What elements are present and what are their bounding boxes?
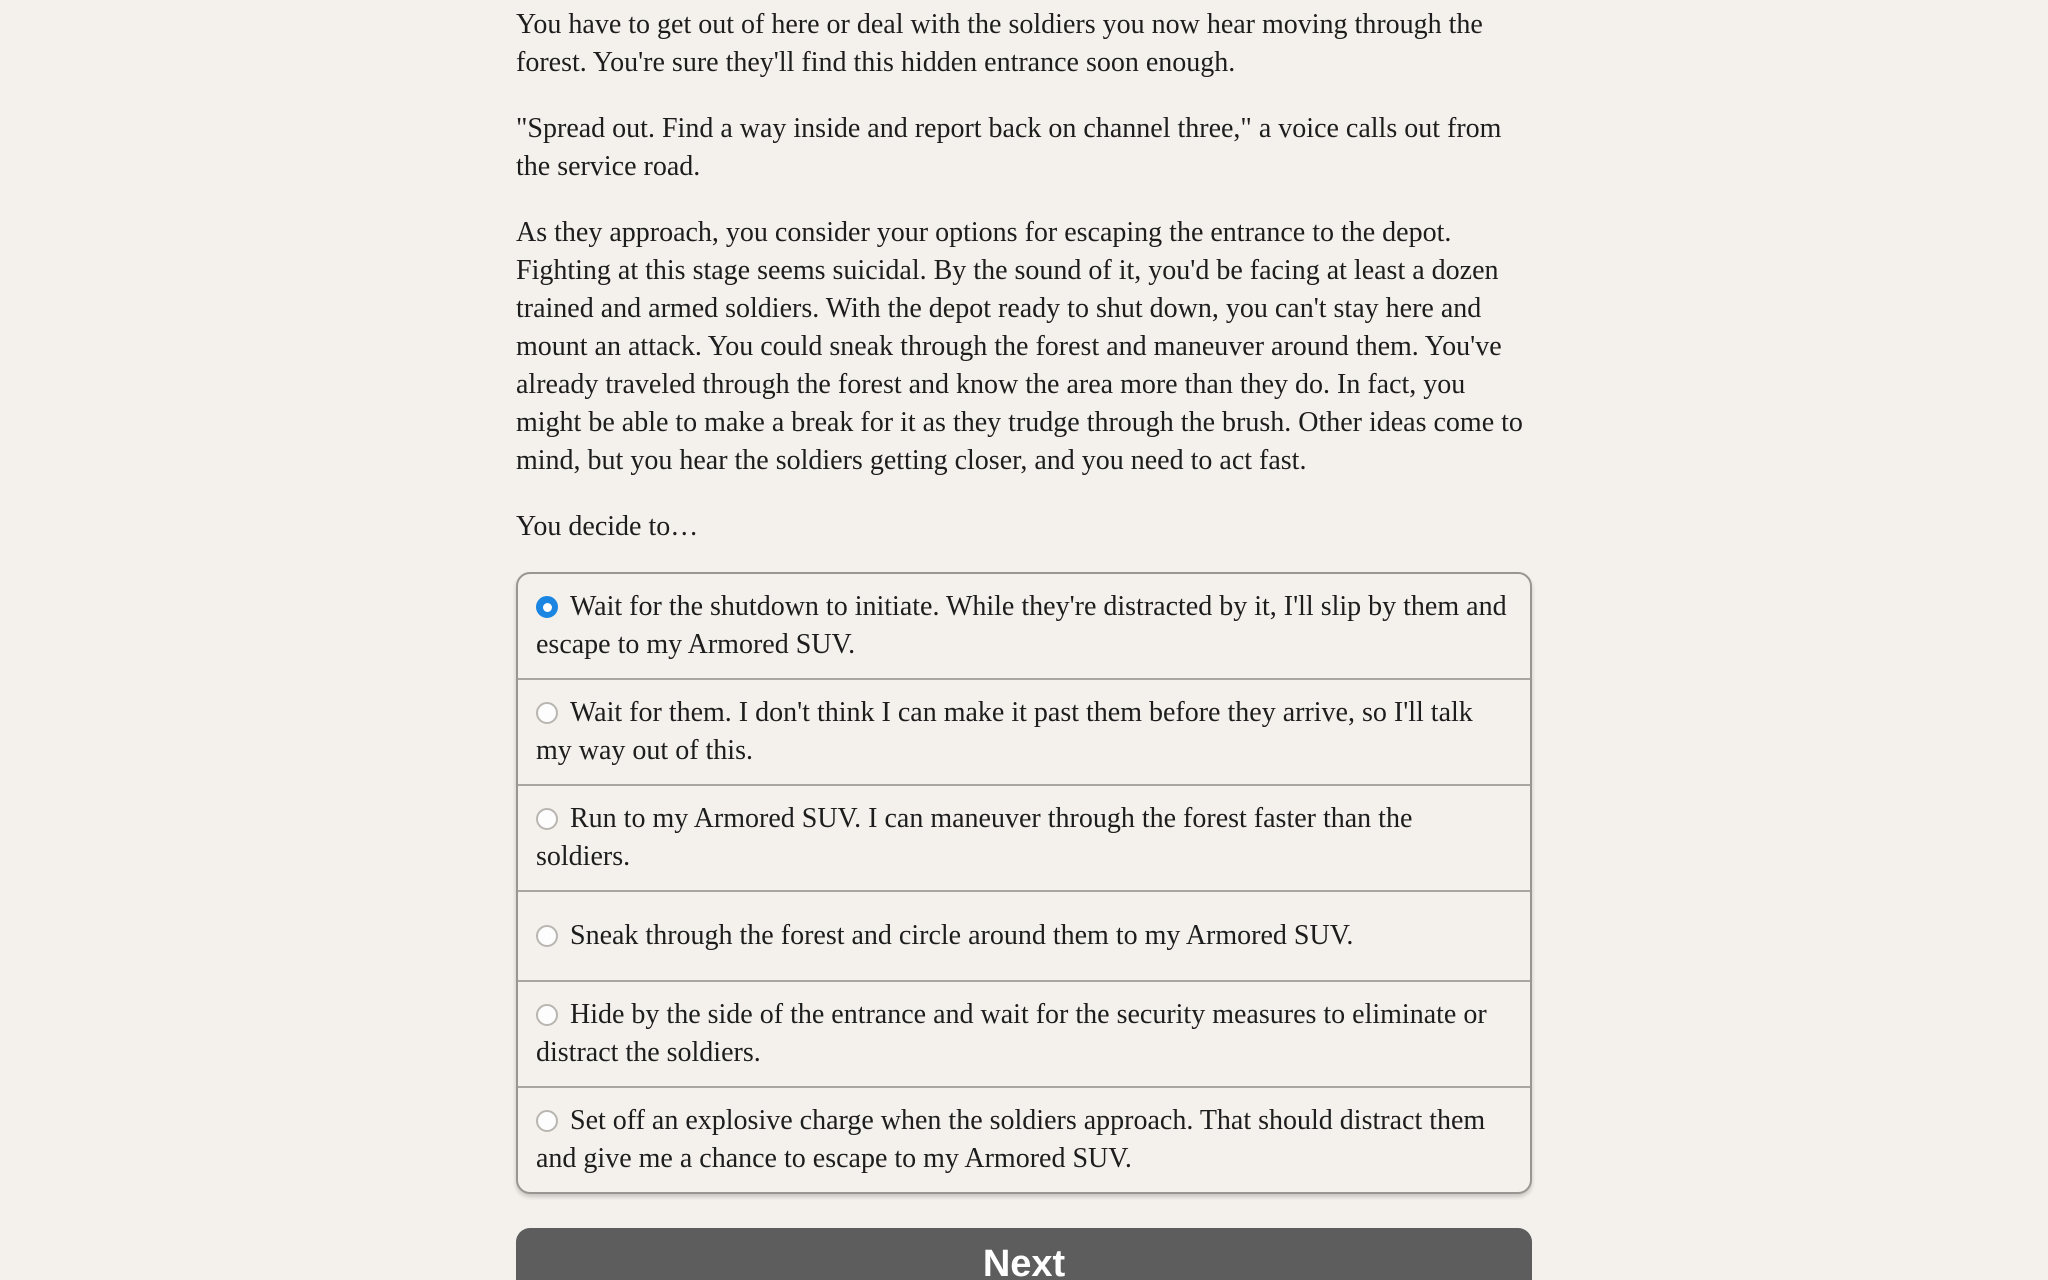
choice-option-3[interactable] [518,784,1530,890]
choice-label: Wait for them. I don't think I can make it past them before they arrive, so I'll talk my way out of this. [536,697,1473,766]
next-button[interactable]: Next [516,1228,1532,1280]
choice-label: Run to my Armored SUV. I can maneuver through the forest faster than the soldiers. [536,803,1413,872]
choice-label: Hide by the side of the entrance and wait for the security measures to eliminate or distract the soldiers. [536,999,1487,1068]
story-paragraph: "Spread out. Find a way inside and report back on channel three," a voice calls out from the service road. [516,113,1502,182]
radio-button-selected[interactable] [536,596,558,618]
choice-option-5[interactable] [518,980,1530,1086]
radio-button[interactable] [536,1004,558,1026]
choice-label: Sneak through the forest and circle around them to my Armored SUV. [570,920,1354,951]
radio-button[interactable] [536,808,558,830]
choice-option-2[interactable] [518,678,1530,784]
radio-button[interactable] [536,702,558,724]
story-content [516,0,1532,1280]
decision-prompt: You decide to… [516,511,699,542]
choice-option-1[interactable] [518,574,1530,678]
choice-option-6[interactable] [518,1086,1530,1192]
choice-label: Wait for the shutdown to initiate. While they're distracted by it, I'll slip by them and escape to my Armored SUV. [536,591,1507,660]
radio-button[interactable] [536,925,558,947]
choice-list [516,572,1532,1194]
story-paragraph: You have to get out of here or deal with the soldiers you now hear moving through the forest. You're sure they'll find this hidden entrance soon enough. [516,9,1483,78]
choice-option-4[interactable] [518,890,1530,980]
choice-label: Set off an explosive charge when the soldiers approach. That should distract them and give me a chance to escape to my Armored SUV. [536,1105,1486,1174]
story-paragraph: As they approach, you consider your options for escaping the entrance to the depot. Fighting at this stage seems suicidal. By the sound of it, you'd be facing at least a dozen trained and armed soldiers. With the depot ready to shut down, you can't stay here and mount an attack. You could sneak through the forest and maneuver around them. You've already traveled through the forest and know the area more than they do. In fact, you might be able to make a break for it as they trudge through the brush. Other ideas come to mind, but you hear the soldiers getting closer, and you need to act fast. [516,217,1523,476]
story-text [516,6,1532,480]
radio-button[interactable] [536,1110,558,1132]
